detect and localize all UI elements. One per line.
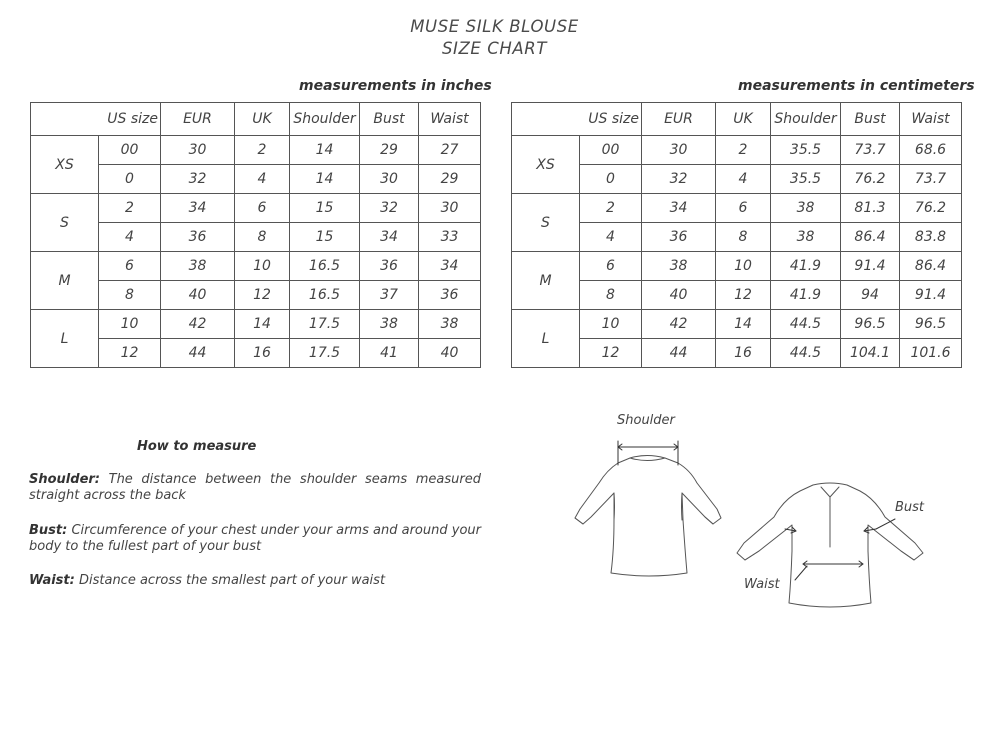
table-cell: 6 — [716, 194, 771, 223]
table-cell: 8 — [235, 223, 290, 252]
table-cell: 44 — [642, 339, 716, 368]
table-cell: 32 — [642, 165, 716, 194]
table-row — [512, 165, 962, 194]
table-cell: 41.9 — [771, 252, 841, 281]
table-cell: 32 — [360, 194, 419, 223]
size-group-label: M — [512, 252, 580, 310]
table-cell: 4 — [235, 165, 290, 194]
table-cell: 30 — [642, 136, 716, 165]
table-cell: 38 — [771, 194, 841, 223]
table-cell: 38 — [771, 223, 841, 252]
table-cell: 15 — [290, 194, 360, 223]
table-row — [512, 194, 962, 223]
table-row — [31, 310, 481, 339]
table-cell: 4 — [716, 165, 771, 194]
table-cell: 38 — [419, 310, 481, 339]
table-cell: 12 — [716, 281, 771, 310]
table-cell: 36 — [419, 281, 481, 310]
table-cell: 15 — [290, 223, 360, 252]
table-cell: 91.4 — [900, 281, 962, 310]
size-group-label: M — [31, 252, 99, 310]
size-group-label: S — [512, 194, 580, 252]
table-cell: 42 — [161, 310, 235, 339]
table-cell: 32 — [161, 165, 235, 194]
size-group-label: L — [31, 310, 99, 368]
table-cell: 30 — [161, 136, 235, 165]
table-cell: 2 — [580, 194, 642, 223]
table-cell: 17.5 — [290, 339, 360, 368]
table-cell: 36 — [360, 252, 419, 281]
table-cell: 44.5 — [771, 310, 841, 339]
table-cell: 44 — [161, 339, 235, 368]
table-cell: 34 — [161, 194, 235, 223]
header-cell: Shoulder — [290, 103, 360, 136]
size-group-label: S — [31, 194, 99, 252]
table-cell: 83.8 — [900, 223, 962, 252]
table-cell: 00 — [580, 136, 642, 165]
bust-instruction — [29, 523, 481, 555]
table-row — [31, 165, 481, 194]
header-cell: UK — [235, 103, 290, 136]
table-header-row — [31, 103, 481, 136]
table-cell: 44.5 — [771, 339, 841, 368]
table-row — [31, 136, 481, 165]
table-cell: 17.5 — [290, 310, 360, 339]
blouse-back-illustration — [575, 456, 721, 577]
table-cell: 76.2 — [841, 165, 900, 194]
table-cell: 0 — [580, 165, 642, 194]
shoulder-text: The distance between the shoulder seams measured straight across the back — [29, 472, 481, 503]
table-cell: 30 — [419, 194, 481, 223]
size-group-label: XS — [31, 136, 99, 194]
chart-title: MUSE SILK BLOUSE — [410, 17, 579, 36]
table-cell: 8 — [99, 281, 161, 310]
table-cell: 4 — [99, 223, 161, 252]
table-row — [31, 223, 481, 252]
table-row — [512, 136, 962, 165]
bust-term: Bust: — [29, 523, 68, 538]
table-cell: 96.5 — [841, 310, 900, 339]
table-cell: 8 — [716, 223, 771, 252]
table-cell: 30 — [360, 165, 419, 194]
table-cell: 29 — [419, 165, 481, 194]
table-cell: 36 — [161, 223, 235, 252]
waist-term: Waist: — [29, 573, 75, 588]
table-cell: 91.4 — [841, 252, 900, 281]
table-cell: 40 — [419, 339, 481, 368]
waist-diagram-label: Waist — [744, 577, 780, 592]
table-cell: 68.6 — [900, 136, 962, 165]
table-cell: 38 — [161, 252, 235, 281]
shoulder-instruction — [29, 472, 481, 504]
chart-subtitle: SIZE CHART — [441, 39, 548, 58]
table-row — [31, 194, 481, 223]
table-cell: 6 — [99, 252, 161, 281]
bust-diagram-label: Bust — [895, 500, 925, 515]
table-row — [512, 310, 962, 339]
bust-measure-arrows — [785, 519, 895, 533]
table-row — [31, 252, 481, 281]
table-cell: 6 — [235, 194, 290, 223]
table-cell: 73.7 — [900, 165, 962, 194]
table-row — [512, 339, 962, 368]
table-cell: 96.5 — [900, 310, 962, 339]
table-cell: 41.9 — [771, 281, 841, 310]
table-row — [512, 223, 962, 252]
header-cell: US size — [31, 103, 161, 136]
table-cell: 10 — [99, 310, 161, 339]
header-cell: Waist — [419, 103, 481, 136]
table-cell: 42 — [642, 310, 716, 339]
header-cell: Shoulder — [771, 103, 841, 136]
table-cell: 00 — [99, 136, 161, 165]
table-cell: 29 — [360, 136, 419, 165]
table-cell: 0 — [99, 165, 161, 194]
table-cell: 37 — [360, 281, 419, 310]
table-cell: 2 — [235, 136, 290, 165]
header-cell: UK — [716, 103, 771, 136]
bust-text: Circumference of your chest under your arms and around your body to the fullest part of your bust — [29, 523, 481, 554]
table-cell: 14 — [716, 310, 771, 339]
table-cell: 86.4 — [900, 252, 962, 281]
table-cell: 2 — [716, 136, 771, 165]
header-cell: EUR — [642, 103, 716, 136]
table-cell: 16.5 — [290, 281, 360, 310]
waist-text: Distance across the smallest part of your waist — [78, 573, 386, 588]
shoulder-diagram-label: Shoulder — [617, 413, 675, 428]
table-cell: 27 — [419, 136, 481, 165]
shoulder-term: Shoulder: — [29, 472, 100, 487]
table-row — [31, 339, 481, 368]
table-cell: 14 — [290, 136, 360, 165]
table-cell: 14 — [235, 310, 290, 339]
centimeters-size-table — [511, 102, 962, 368]
table-cell: 81.3 — [841, 194, 900, 223]
table-cell: 12 — [99, 339, 161, 368]
table-cell: 41 — [360, 339, 419, 368]
table-cell: 16.5 — [290, 252, 360, 281]
table-cell: 2 — [99, 194, 161, 223]
table-cell: 12 — [580, 339, 642, 368]
inches-size-table — [30, 102, 481, 368]
table-cell: 16 — [716, 339, 771, 368]
table-cell: 12 — [235, 281, 290, 310]
table-cell: 104.1 — [841, 339, 900, 368]
table-cell: 4 — [580, 223, 642, 252]
table-cell: 16 — [235, 339, 290, 368]
waist-instruction — [29, 573, 481, 589]
table-cell: 76.2 — [900, 194, 962, 223]
table-cell: 10 — [235, 252, 290, 281]
table-row — [512, 252, 962, 281]
table-cell: 101.6 — [900, 339, 962, 368]
table-cell: 33 — [419, 223, 481, 252]
how-to-measure-heading: How to measure — [137, 439, 257, 454]
header-cell: Bust — [360, 103, 419, 136]
table-row — [31, 281, 481, 310]
table-cell: 73.7 — [841, 136, 900, 165]
table-cell: 35.5 — [771, 136, 841, 165]
table-cell: 35.5 — [771, 165, 841, 194]
waist-measure-arrow — [795, 561, 863, 580]
measurement-diagram — [545, 425, 935, 625]
table-cell: 40 — [642, 281, 716, 310]
size-group-label: XS — [512, 136, 580, 194]
size-group-label: L — [512, 310, 580, 368]
table-cell: 10 — [716, 252, 771, 281]
table-cell: 36 — [642, 223, 716, 252]
table-cell: 86.4 — [841, 223, 900, 252]
table-cell: 38 — [360, 310, 419, 339]
inches-heading: measurements in inches — [299, 78, 492, 94]
shoulder-measure-arrow — [618, 441, 678, 465]
header-cell: EUR — [161, 103, 235, 136]
table-row — [512, 281, 962, 310]
table-cell: 94 — [841, 281, 900, 310]
table-cell: 6 — [580, 252, 642, 281]
table-cell: 38 — [642, 252, 716, 281]
table-cell: 34 — [360, 223, 419, 252]
table-cell: 34 — [642, 194, 716, 223]
centimeters-heading: measurements in centimeters — [738, 78, 975, 94]
table-cell: 10 — [580, 310, 642, 339]
table-cell: 34 — [419, 252, 481, 281]
header-cell: Waist — [900, 103, 962, 136]
header-cell: Bust — [841, 103, 900, 136]
header-cell: US size — [512, 103, 642, 136]
table-cell: 14 — [290, 165, 360, 194]
table-cell: 40 — [161, 281, 235, 310]
table-header-row — [512, 103, 962, 136]
table-cell: 8 — [580, 281, 642, 310]
